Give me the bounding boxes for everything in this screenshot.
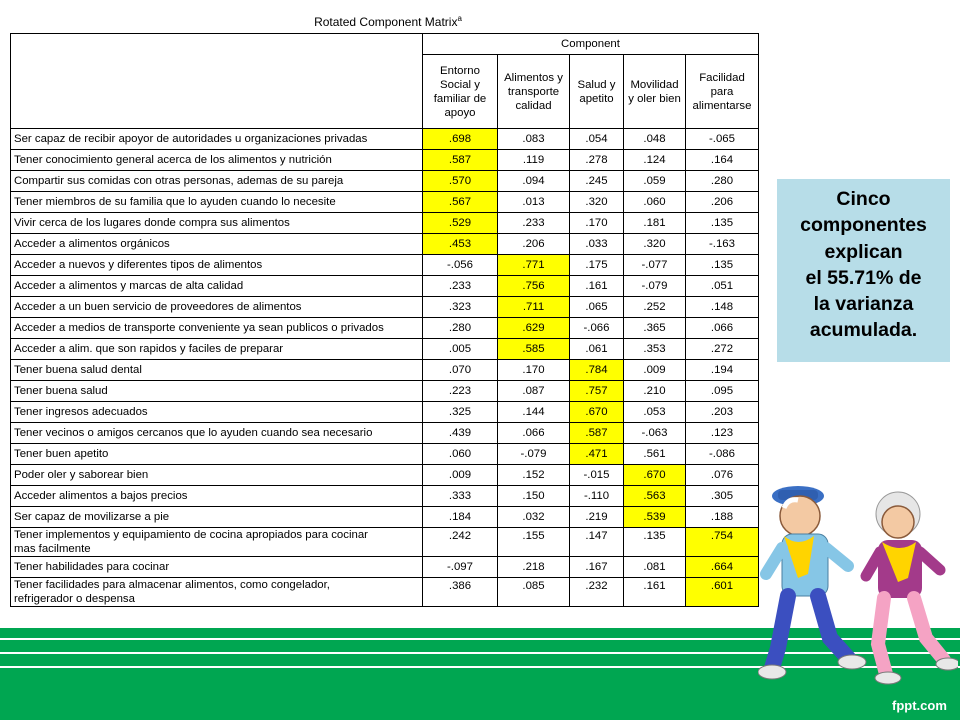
row-label [11, 486, 423, 507]
column-header-line: familiar de [433, 92, 487, 105]
row-label [11, 192, 423, 213]
row-label-line: Tener miembros de su familia que lo ayuden cuando lo necesite [14, 196, 336, 208]
loading-value: .051 [686, 276, 759, 297]
row-label-line: Compartir sus comidas con otras personas, ademas de su pareja [14, 175, 344, 187]
variance-note-line: explican [824, 240, 903, 263]
loading-value: -.079 [624, 276, 686, 297]
row-label-line: Tener vecinos o amigos cercanos que lo ayuden cuando sea necesario [14, 427, 373, 439]
loading-value: .664 [686, 557, 759, 578]
row-label [11, 234, 423, 255]
loading-value: .529 [423, 213, 498, 234]
row-label-line: Ser capaz de recibir apoyor de autoridades u organizaciones privadas [14, 133, 368, 145]
row-label [11, 255, 423, 276]
row-label-line: Tener buen apetito [14, 448, 109, 460]
loading-value: .194 [686, 360, 759, 381]
table-row [11, 129, 759, 150]
loading-value: .563 [624, 486, 686, 507]
column-header-line: Alimentos y [504, 71, 563, 84]
variance-note-line: Cinco [836, 188, 891, 210]
row-label [11, 444, 423, 465]
table-row [11, 297, 759, 318]
variance-note-line: el 55.71% de [805, 266, 922, 289]
row-label-line: Acceder a alimentos orgánicos [14, 238, 170, 250]
column-header-line: alimentarse [692, 99, 752, 112]
table-row [11, 276, 759, 297]
loading-value: .353 [624, 339, 686, 360]
loading-value: .471 [570, 444, 624, 465]
loading-value: .325 [423, 402, 498, 423]
column-header-line: calidad [515, 99, 552, 112]
column-header-line: transporte [507, 85, 560, 98]
loading-value: .754 [686, 528, 759, 557]
loading-value: .095 [686, 381, 759, 402]
loading-value: -.086 [686, 444, 759, 465]
loading-value: .070 [423, 360, 498, 381]
loading-value: .711 [498, 297, 570, 318]
loading-value: .009 [423, 465, 498, 486]
column-header-line: para [710, 85, 734, 98]
loading-value: .233 [498, 213, 570, 234]
loading-value: .170 [498, 360, 570, 381]
loading-value: .567 [423, 192, 498, 213]
row-label-line: Acceder a un buen servicio de proveedores de alimentos [14, 301, 302, 313]
loading-value: .206 [498, 234, 570, 255]
column-header [624, 55, 686, 129]
table-row [11, 465, 759, 486]
column-header-line: Salud y [577, 78, 616, 91]
table-row [11, 192, 759, 213]
table-row [11, 255, 759, 276]
loading-value: .148 [686, 297, 759, 318]
row-label-line: Poder oler y saborear bien [14, 469, 149, 481]
loading-value: .757 [570, 381, 624, 402]
elderly-couple-walking-illustration [758, 478, 958, 688]
loading-value: .060 [624, 192, 686, 213]
row-label-line: Tener buena salud dental [14, 364, 142, 376]
table-row [11, 423, 759, 444]
loading-value: .210 [624, 381, 686, 402]
loading-value: -.066 [570, 318, 624, 339]
row-label-line: Tener habilidades para cocinar [14, 561, 170, 573]
loading-value: .333 [423, 486, 498, 507]
row-label-line: Ser capaz de movilizarse a pie [14, 511, 170, 523]
row-label [11, 360, 423, 381]
column-header [570, 55, 624, 129]
loading-value: .570 [423, 171, 498, 192]
loading-value: .278 [570, 150, 624, 171]
loading-value: -.097 [423, 557, 498, 578]
column-header-line: Movilidad [630, 78, 679, 91]
loading-value: -.110 [570, 486, 624, 507]
loading-value: .439 [423, 423, 498, 444]
loading-value: .771 [498, 255, 570, 276]
loading-value: .009 [624, 360, 686, 381]
loading-value: .005 [423, 339, 498, 360]
loading-value: .629 [498, 318, 570, 339]
loading-value: .453 [423, 234, 498, 255]
loading-value: .245 [570, 171, 624, 192]
table-row [11, 213, 759, 234]
loading-value: .135 [686, 255, 759, 276]
loading-value: .587 [570, 423, 624, 444]
row-label-line: Acceder a nuevos y diferentes tipos de alimentos [14, 259, 263, 271]
row-label-line: Vivir cerca de los lugares donde compra sus alimentos [14, 217, 290, 229]
loading-value: .203 [686, 402, 759, 423]
column-header-line: Entorno [440, 64, 480, 77]
loading-value: .059 [624, 171, 686, 192]
loading-value: -.077 [624, 255, 686, 276]
column-header [423, 55, 498, 129]
loading-value: .670 [624, 465, 686, 486]
loading-value: .670 [570, 402, 624, 423]
loading-value: .587 [423, 150, 498, 171]
table-row [11, 444, 759, 465]
loading-value: .054 [570, 129, 624, 150]
column-header-line: Facilidad [699, 71, 745, 84]
elderly-woman-figure [866, 492, 958, 684]
loading-value: .601 [686, 578, 759, 607]
variance-note [777, 179, 950, 362]
loading-value: .053 [624, 402, 686, 423]
row-label-line: Tener implementos y equipamiento de cocina apropiados para cocinar [14, 529, 368, 541]
row-label [11, 213, 423, 234]
loading-value: .365 [624, 318, 686, 339]
loading-value: .135 [686, 213, 759, 234]
variance-note-line: componentes [800, 214, 927, 237]
loading-value: .242 [423, 528, 498, 557]
table-row [11, 150, 759, 171]
loading-value: .188 [686, 507, 759, 528]
table-row [11, 381, 759, 402]
table-row [11, 578, 759, 607]
loading-value: .083 [498, 129, 570, 150]
loading-value: .167 [570, 557, 624, 578]
loading-value: .150 [498, 486, 570, 507]
loading-value: .081 [624, 557, 686, 578]
elderly-man-figure [758, 486, 866, 679]
loading-value: .161 [624, 578, 686, 607]
loading-value: .147 [570, 528, 624, 557]
loading-value: .320 [570, 192, 624, 213]
loading-value: .076 [686, 465, 759, 486]
loading-value: .698 [423, 129, 498, 150]
loading-value: .061 [570, 339, 624, 360]
column-header [498, 55, 570, 129]
row-label [11, 381, 423, 402]
loading-value: .386 [423, 578, 498, 607]
loading-value: .175 [570, 255, 624, 276]
loading-value: .305 [686, 486, 759, 507]
row-label [11, 297, 423, 318]
row-label [11, 528, 423, 557]
table-row [11, 360, 759, 381]
row-label-line: Tener facilidades para almacenar alimentos, como congelador, [14, 579, 330, 591]
component-header: Component [423, 34, 759, 55]
row-label [11, 171, 423, 192]
row-label [11, 402, 423, 423]
table-row [11, 234, 759, 255]
loading-value: .320 [624, 234, 686, 255]
loading-value: .119 [498, 150, 570, 171]
table-row [11, 402, 759, 423]
loading-value: -.065 [686, 129, 759, 150]
variance-note-line: acumulada. [809, 319, 918, 342]
loading-value: .085 [498, 578, 570, 607]
loading-value: .170 [570, 213, 624, 234]
loading-value: .218 [498, 557, 570, 578]
row-label [11, 150, 423, 171]
loading-value: .094 [498, 171, 570, 192]
loading-value: .013 [498, 192, 570, 213]
table-row [11, 486, 759, 507]
row-label-line: Acceder a alimentos y marcas de alta calidad [14, 280, 244, 292]
loading-value: -.015 [570, 465, 624, 486]
rotated-component-matrix [10, 33, 759, 607]
loading-value: .219 [570, 507, 624, 528]
row-label-line: Tener conocimiento general acerca de los alimentos y nutrición [14, 154, 332, 166]
column-header-line: apoyo [444, 106, 476, 119]
loading-value: .280 [423, 318, 498, 339]
row-label-line: Acceder a alim. que son rapidos y faciles de preparar [14, 343, 284, 355]
table-row [11, 318, 759, 339]
loading-value: .223 [423, 381, 498, 402]
header-row-component [11, 34, 759, 55]
loading-value: .066 [498, 423, 570, 444]
loading-value: .135 [624, 528, 686, 557]
loading-value: .272 [686, 339, 759, 360]
loading-value: .161 [570, 276, 624, 297]
loading-value: .561 [624, 444, 686, 465]
row-label-line: Tener buena salud [14, 385, 108, 397]
brand-watermark: fppt.com [892, 698, 947, 713]
loading-value: .585 [498, 339, 570, 360]
loading-value: .323 [423, 297, 498, 318]
column-header-line: apetito [579, 92, 614, 105]
row-label-line: refrigerador o despensa [14, 593, 135, 605]
loading-value: .252 [624, 297, 686, 318]
row-label [11, 465, 423, 486]
loading-value: -.079 [498, 444, 570, 465]
loading-value: .784 [570, 360, 624, 381]
row-label-line: Acceder a medios de transporte conveniente ya sean publicos o privados [14, 322, 384, 334]
loading-value: .123 [686, 423, 759, 444]
loading-value: .184 [423, 507, 498, 528]
loading-value: .087 [498, 381, 570, 402]
loading-value: .155 [498, 528, 570, 557]
loading-value: .232 [570, 578, 624, 607]
loading-value: .144 [498, 402, 570, 423]
row-label [11, 557, 423, 578]
table-row [11, 507, 759, 528]
loading-value: .065 [570, 297, 624, 318]
row-label [11, 507, 423, 528]
row-label [11, 129, 423, 150]
loading-value: -.063 [624, 423, 686, 444]
table-row [11, 171, 759, 192]
loading-value: .152 [498, 465, 570, 486]
loading-value: .539 [624, 507, 686, 528]
row-label [11, 318, 423, 339]
row-label [11, 339, 423, 360]
row-label [11, 578, 423, 607]
loading-value: .206 [686, 192, 759, 213]
variance-note-line: la varianza [813, 293, 914, 316]
loading-value: -.056 [423, 255, 498, 276]
loading-value: .032 [498, 507, 570, 528]
row-label-line: Tener ingresos adecuados [14, 406, 148, 418]
table-row [11, 339, 759, 360]
loading-value: .048 [624, 129, 686, 150]
row-label-line: mas facilmente [14, 543, 91, 555]
table-title: Rotated Component Matrix$^a$ [314, 14, 462, 29]
loading-value: .181 [624, 213, 686, 234]
loading-value: .033 [570, 234, 624, 255]
header-corner-cell [11, 34, 423, 129]
row-label [11, 423, 423, 444]
table-row [11, 557, 759, 578]
loading-value: .280 [686, 171, 759, 192]
loading-value: .066 [686, 318, 759, 339]
loading-value: .124 [624, 150, 686, 171]
loading-value: .233 [423, 276, 498, 297]
row-label-line: Acceder alimentos a bajos precios [14, 490, 188, 502]
table-row [11, 528, 759, 557]
row-label [11, 276, 423, 297]
column-header-line: y oler bien [628, 92, 681, 105]
loading-value: -.163 [686, 234, 759, 255]
column-header [686, 55, 759, 129]
loading-value: .756 [498, 276, 570, 297]
column-header-line: Social y [440, 78, 480, 91]
loading-value: .164 [686, 150, 759, 171]
loading-value: .060 [423, 444, 498, 465]
